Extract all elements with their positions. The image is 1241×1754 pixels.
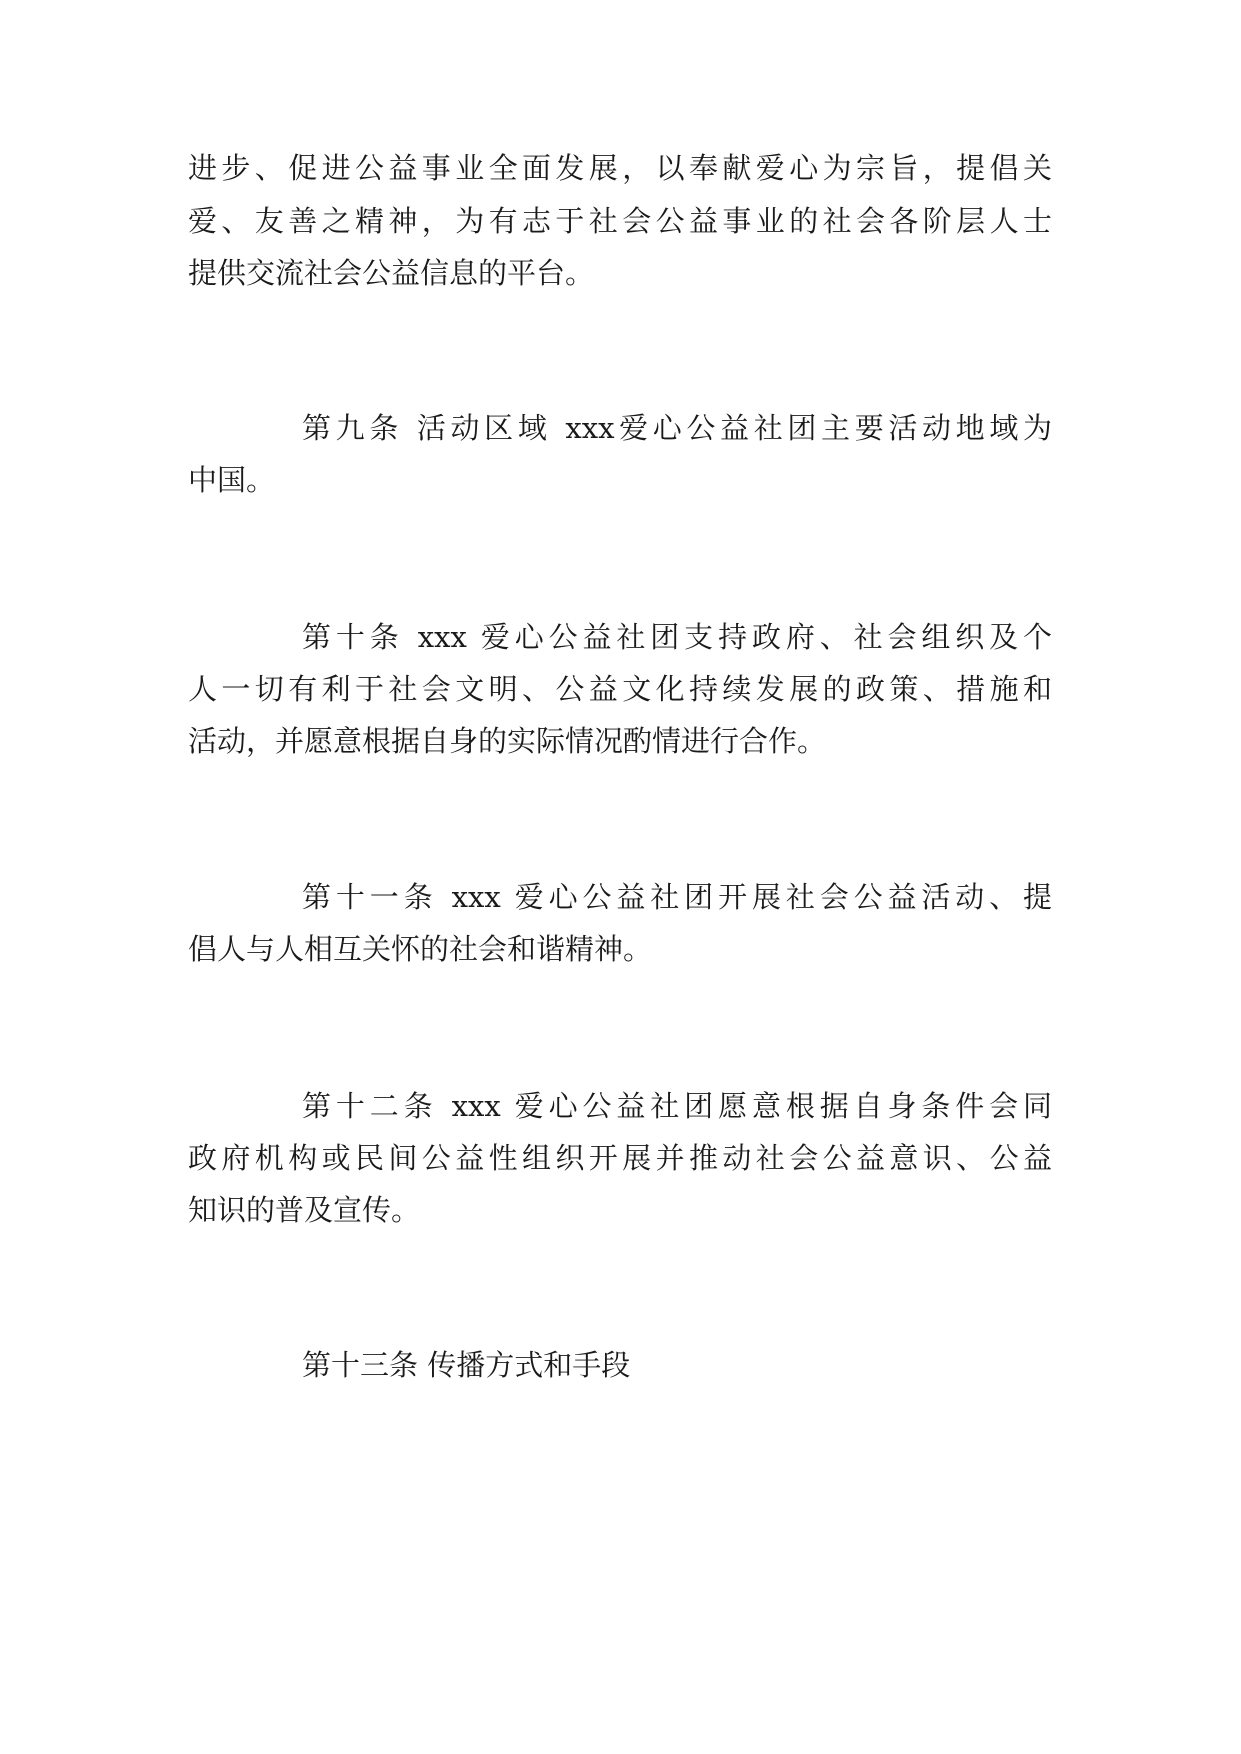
- article-10-line: 第十条 xxx 爱心公益社团支持政府、社会组织及个: [302, 620, 1052, 654]
- article-12-line: 知识的普及宣传。: [188, 1193, 421, 1227]
- article-12-line: 政府机构或民间公益性组织开展并推动社会公益意识、公益: [188, 1141, 1052, 1175]
- article-13-line: 第十三条 传播方式和手段: [302, 1348, 631, 1382]
- article-11-line: 第十一条 xxx 爱心公益社团开展社会公益活动、提: [302, 880, 1052, 914]
- article-10-line: 人一切有利于社会文明、公益文化持续发展的政策、措施和: [188, 672, 1052, 706]
- article-10-line: 活动，并愿意根据自身的实际情况酌情进行合作。: [188, 724, 827, 758]
- paragraph-line: 爱、友善之精神，为有志于社会公益事业的社会各阶层人士: [188, 204, 1052, 238]
- paragraph-line: 提供交流社会公益信息的平台。: [188, 256, 595, 290]
- paragraph-line: 进步、促进公益事业全面发展，以奉献爱心为宗旨，提倡关: [188, 151, 1052, 185]
- article-11-line: 倡人与人相互关怀的社会和谐精神。: [188, 932, 653, 966]
- article-9-line: 中国。: [188, 463, 276, 497]
- article-9-line: 第九条 活动区域 xxx爱心公益社团主要活动地域为: [302, 411, 1052, 445]
- article-12-line: 第十二条 xxx 爱心公益社团愿意根据自身条件会同: [302, 1089, 1052, 1123]
